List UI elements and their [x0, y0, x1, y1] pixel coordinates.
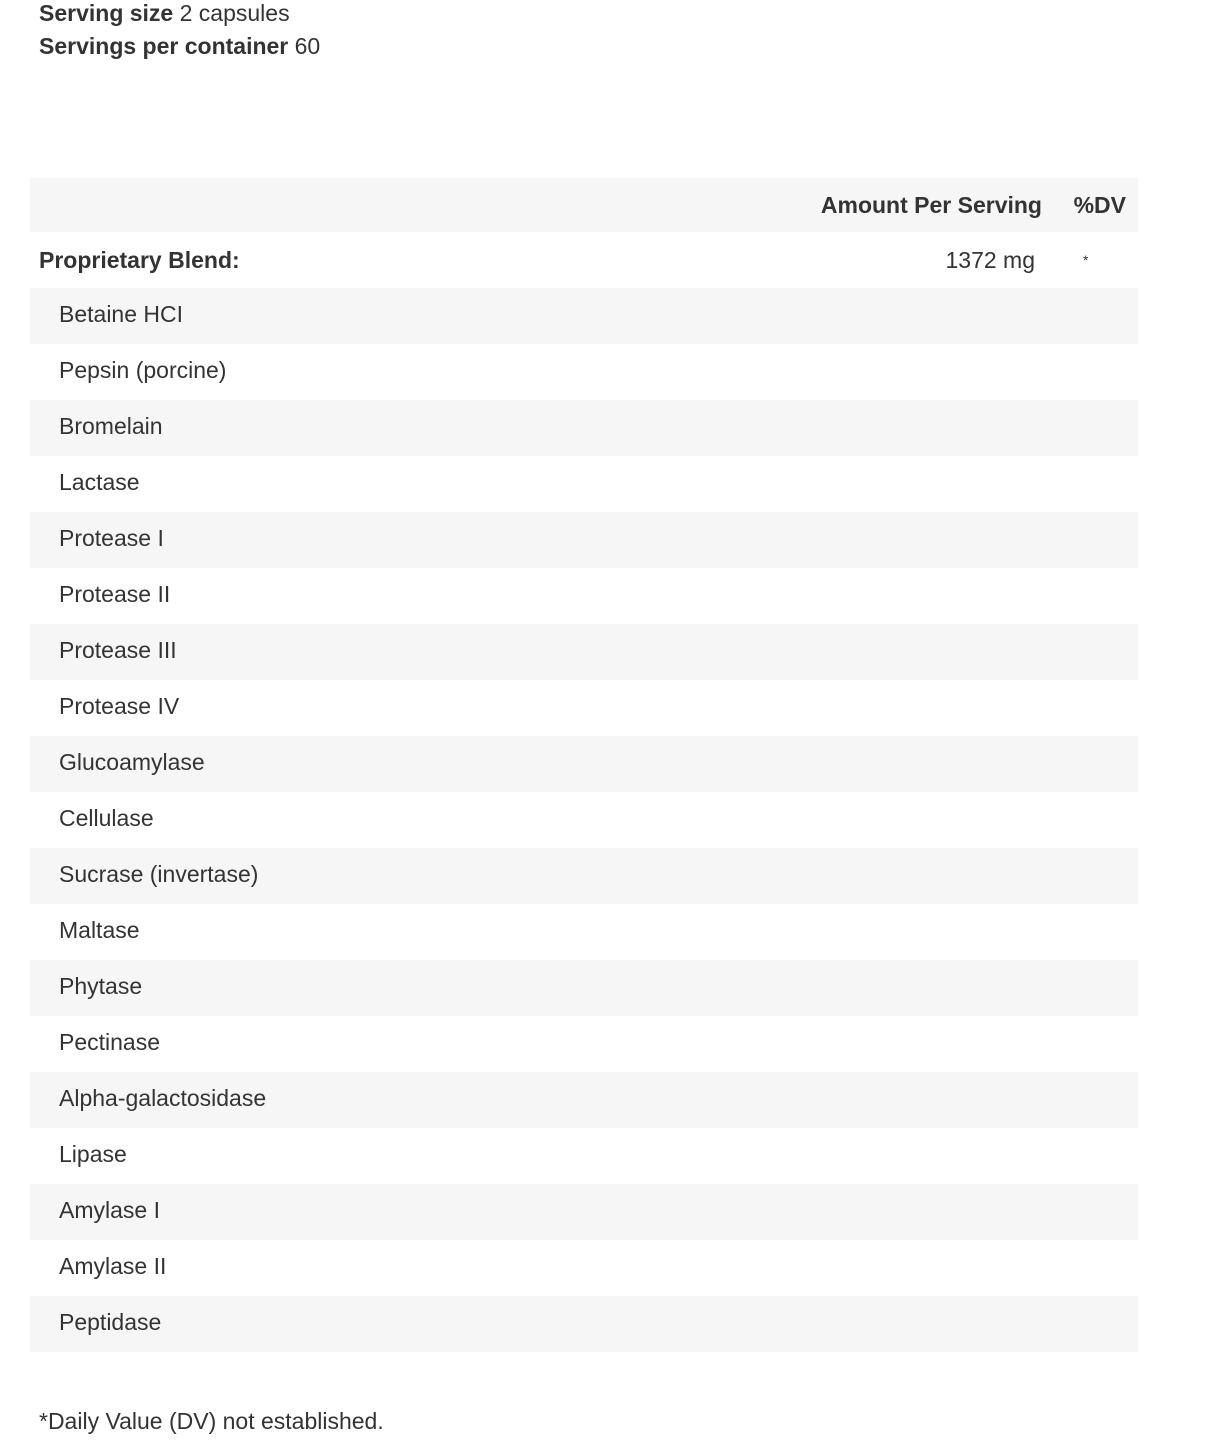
- daily-value-header: %DV: [1073, 192, 1126, 218]
- ingredient-row: [30, 1240, 1138, 1296]
- serving-size-value: 2 capsules: [179, 0, 290, 26]
- ingredient-name: Betaine HCI: [59, 301, 184, 327]
- ingredient-row: [30, 288, 1138, 344]
- proprietary-blend-label: Proprietary Blend:: [39, 247, 240, 273]
- ingredient-name: Lactase: [59, 469, 140, 495]
- daily-value-footnote: *Daily Value (DV) not established.: [39, 1408, 384, 1434]
- ingredient-row: [30, 1128, 1138, 1184]
- ingredient-row: [30, 1184, 1138, 1240]
- ingredient-row: [30, 624, 1138, 680]
- ingredient-list: [30, 288, 1138, 1352]
- supplement-facts-table: [30, 178, 1138, 1352]
- ingredient-row: [30, 792, 1138, 848]
- ingredient-name: Protease II: [59, 581, 171, 607]
- ingredient-row: [30, 848, 1138, 904]
- ingredient-name: Bromelain: [59, 413, 163, 439]
- ingredient-name: Cellulase: [59, 805, 154, 831]
- ingredient-row: [30, 1072, 1138, 1128]
- ingredient-name: Pectinase: [59, 1029, 161, 1055]
- ingredient-name: Pepsin (porcine): [59, 357, 227, 383]
- ingredient-name: Protease III: [59, 637, 177, 663]
- ingredient-row: [30, 680, 1138, 736]
- ingredient-row: [30, 736, 1138, 792]
- serving-size-label: Serving size: [39, 0, 174, 26]
- servings-per-container: [39, 33, 320, 59]
- ingredient-name: Amylase II: [59, 1253, 167, 1279]
- ingredient-row: [30, 568, 1138, 624]
- ingredient-row: [30, 904, 1138, 960]
- ingredient-name: Phytase: [59, 973, 143, 999]
- ingredient-name: Sucrase (invertase): [59, 861, 259, 887]
- table-header-row: [30, 178, 1138, 232]
- ingredient-row: [30, 456, 1138, 512]
- ingredient-row: [30, 512, 1138, 568]
- servings-per-container-label: Servings per container: [39, 33, 289, 59]
- ingredient-name: Glucoamylase: [59, 749, 205, 775]
- ingredient-row: [30, 1296, 1138, 1352]
- ingredient-row: [30, 960, 1138, 1016]
- ingredient-name: Maltase: [59, 917, 140, 943]
- proprietary-blend-dv: *: [1083, 252, 1089, 268]
- ingredient-name: Alpha-galactosidase: [59, 1085, 267, 1111]
- ingredient-row: [30, 400, 1138, 456]
- amount-per-serving-header: Amount Per Serving: [820, 192, 1042, 218]
- servings-per-container-value: 60: [294, 33, 321, 59]
- ingredient-name: Protease IV: [59, 693, 180, 719]
- proprietary-blend-row: [30, 232, 1138, 288]
- ingredient-row: [30, 1016, 1138, 1072]
- ingredient-name: Protease I: [59, 525, 164, 551]
- proprietary-blend-amount: 1372 mg: [945, 247, 1035, 273]
- ingredient-name: Amylase I: [59, 1197, 160, 1223]
- serving-size: [39, 0, 290, 26]
- ingredient-name: Lipase: [59, 1141, 127, 1167]
- ingredient-name: Peptidase: [59, 1309, 162, 1335]
- ingredient-row: [30, 344, 1138, 400]
